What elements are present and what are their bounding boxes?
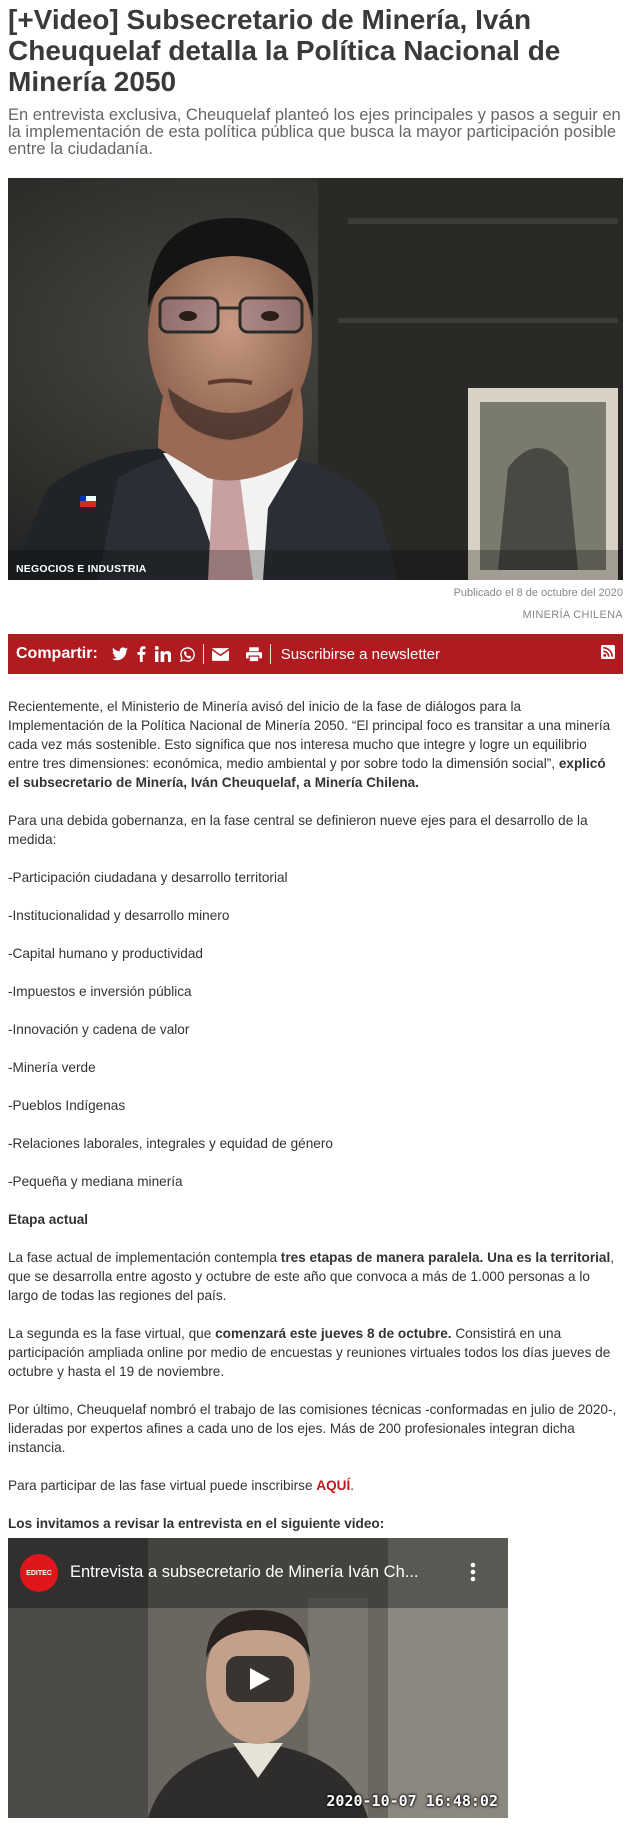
video-player[interactable]: [8, 1538, 508, 1818]
etapa-paragraph-3: Por último, Cheuquelaf nombró el trabajo de las comisiones técnicas -conformadas en julio de 2020-, lideradas por expertos afines a cada uno de los ejes. Más de 200 profesionales integran dicha instancia.: [8, 1402, 617, 1455]
intro-paragraph: Recientemente, el Ministerio de Minería avisó del inicio de la fase de diálogos para la Implementación de la Política Nacional de Minería 2050. “El principal foco es transitar a una minería cada vez más sostenible. Esto significa que nos interesa mucho que integre y logre un equilibrio entre tres dimensiones: económica, medio ambiental y por sobre todo la dimensión social”, explicó el subsecretario de Minería, Iván Cheuquelaf, a Minería Chilena.: [8, 699, 611, 790]
divider: [270, 644, 271, 664]
list-item: -Relaciones laborales, integrales y equidad de género: [8, 1136, 333, 1151]
channel-logo[interactable]: EDITEC: [20, 1554, 58, 1592]
list-item: -Institucionalidad y desarrollo minero: [8, 908, 230, 923]
list-item: -Participación ciudadana y desarrollo territorial: [8, 870, 288, 885]
linkedin-icon[interactable]: [155, 646, 171, 662]
newsletter-link[interactable]: Suscribirse a newsletter: [280, 645, 441, 663]
share-label: Compartir:: [16, 645, 98, 662]
list-item: -Pueblos Indígenas: [8, 1098, 126, 1113]
portrait-photo: [8, 178, 623, 580]
source-label: MINERÍA CHILENA: [522, 609, 623, 621]
twitter-icon[interactable]: [112, 647, 128, 661]
article-title: [+Video] Subsecretario de Minería, Iván Cheuquelaf detalla la Política Nacional de Minería 2050: [8, 4, 561, 97]
etapa-paragraph-1: La fase actual de implementación contempla tres etapas de manera paralela. Una es la territorial, que se desarrolla entre agosto y octubre de este año que convoca a más de 1.000 personas a lo largo de todas las regiones del país.: [8, 1250, 615, 1303]
signup-link[interactable]: AQUÍ: [316, 1478, 351, 1493]
list-item: -Innovación y cadena de valor: [8, 1022, 190, 1037]
article-subtitle: En entrevista exclusiva, Cheuquelaf planteó los ejes principales y pasos a seguir en la implementación de esta política pública que busca la mayor participación posible entre la ciudadanía.: [8, 106, 621, 158]
list-item: -Pequeña y mediana minería: [8, 1174, 183, 1189]
list-item: -Capital humano y productividad: [8, 946, 203, 961]
divider: [203, 644, 204, 664]
ejes-intro: Para una debida gobernanza, en la fase central se definieron nueve ejes para el desarrollo de la medida:: [8, 813, 588, 847]
print-icon[interactable]: [246, 647, 262, 662]
rss-icon[interactable]: [601, 645, 615, 664]
play-button[interactable]: [226, 1656, 294, 1702]
email-icon[interactable]: [212, 648, 229, 661]
video-timestamp: 2020-10-07 16:48:02: [326, 1792, 498, 1810]
share-bar: [8, 634, 623, 674]
video-title[interactable]: Entrevista a subsecretario de Minería Iván Ch...: [70, 1563, 419, 1581]
category-tag[interactable]: NEGOCIOS E INDUSTRIA: [16, 563, 147, 575]
facebook-icon[interactable]: [137, 646, 146, 662]
etapa-paragraph-2: La segunda es la fase virtual, que comenzará este jueves 8 de octubre. Consistirá en una participación ampliada online por medio de encuestas y reuniones virtuales todos los días jueves de octubre y hasta el 19 de noviembre.: [8, 1326, 611, 1379]
play-icon: [250, 1668, 270, 1690]
video-intro: Los invitamos a revisar la entrevista en el siguiente video:: [8, 1516, 385, 1531]
hero-image: [8, 178, 623, 580]
list-item: -Minería verde: [8, 1060, 96, 1075]
section-heading: Etapa actual: [8, 1212, 89, 1227]
whatsapp-icon[interactable]: [180, 647, 195, 662]
publish-date: Publicado el 8 de octubre del 2020: [453, 587, 623, 599]
more-options-icon[interactable]: [470, 1562, 476, 1582]
participar-paragraph: Para participar de las fase virtual puede inscribirse AQUÍ.: [8, 1478, 355, 1493]
list-item: -Impuestos e inversión pública: [8, 984, 192, 999]
